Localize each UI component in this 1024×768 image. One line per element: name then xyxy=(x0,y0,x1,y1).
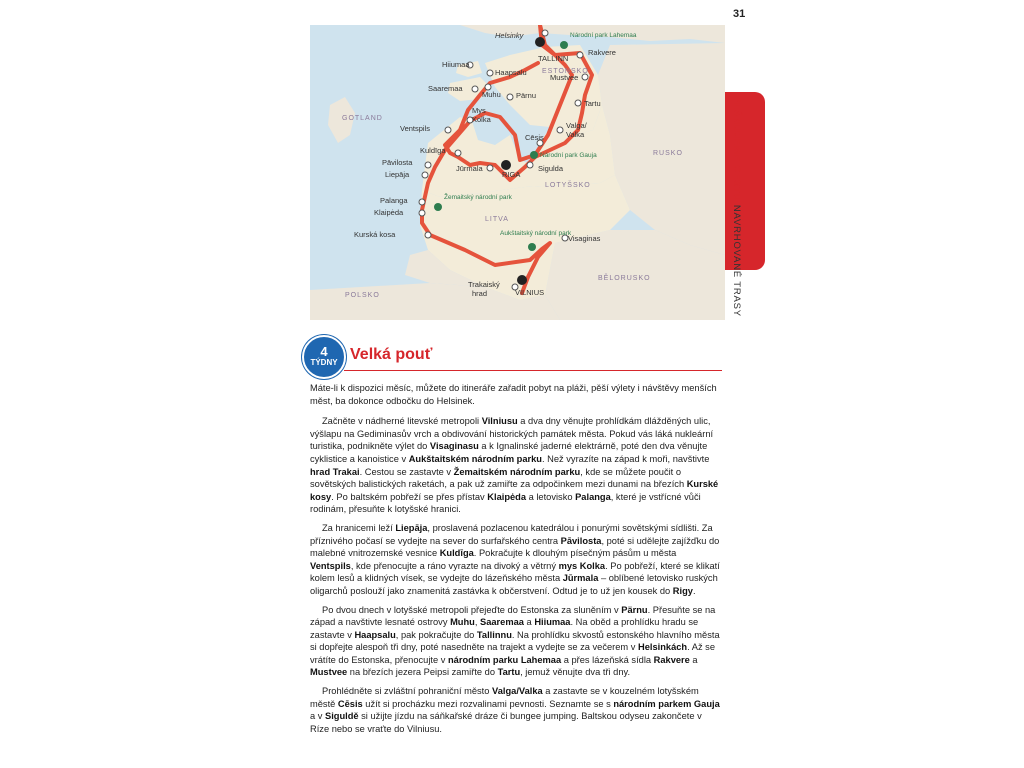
label-riga: RIGA xyxy=(502,170,521,179)
label-saaremaa: Saaremaa xyxy=(428,84,463,93)
label-parnu: Pärnu xyxy=(516,91,537,100)
intro-paragraph: Máte-li k dispozici měsíc, můžete do itineráře zařadit pobyt na pláži, pěší výlety i návštěvy menších měst, ba dokonce odbočku do Helsinek. xyxy=(310,383,717,406)
paragraph-4: Prohlédněte si zvláštní pohraniční město Valga/Valka a zastavte se v kouzelném lotyšském městě Cēsis užít si procházku mezi rozvalinami pevnosti. Seznamte se s národním parkem Gauja a v Siguldě si užijte jízdu na sáňkařské dráze či bungee jumping. Baltskou odyseu zakončete v Ríze nebo se vraťte do Vilniusu. xyxy=(310,686,720,734)
side-label-light: NAVRHOVANÉ TRASY xyxy=(731,204,742,317)
highlighted-place: Tallinnu xyxy=(476,629,512,640)
highlighted-place: hrad Trakai xyxy=(310,466,360,477)
label-ventspils: Ventspils xyxy=(400,124,431,133)
highlighted-place: národním parkem Gauja xyxy=(613,698,720,709)
label-cesis: Cēsis xyxy=(525,133,544,142)
marker-valga xyxy=(557,127,563,133)
label-jurmala: Jūrmala xyxy=(456,164,483,173)
label-trakai-1: Trakaiský xyxy=(468,280,500,289)
label-muhu: Muhu xyxy=(482,90,501,99)
side-label xyxy=(729,96,743,336)
marker-tartu xyxy=(575,100,581,106)
highlighted-place: Haapsalu xyxy=(354,629,396,640)
side-label-strong: PLÁNUJEME CESTU xyxy=(731,96,742,202)
paragraph-2: Za hranicemi leží Liepāja, proslavená pozlacenou katedrálou i ponurými sovětskými sídlišti. Za příznivého počasí se vydejte na sever do surfařského centra Pāvilosta, poté si udělejte zajížďku do malebné vnitrozemské vesnice Kuldīga. Pokračujte k dlouhým písečným pásům u města Ventspils, kde přenocujte a ráno vyrazte na divoký a větrný mys Kolka. Po pobřeží, které se klikatí kolem lesů a klidných vísek, se vydejte do lázeňského města Jūrmala – oblíbené letovisko ruských oligarchů poslouží jako znamenitá zastávka k občerstvení. Odtud je to už jen kousek do Rigy. xyxy=(310,522,720,596)
label-latvia: LOTYŠSKO xyxy=(545,182,591,189)
duration-unit: TÝDNY xyxy=(310,358,338,367)
marker-helsinki xyxy=(542,30,548,36)
highlighted-place: Muhu xyxy=(450,617,475,628)
marker-liepaja xyxy=(422,172,428,178)
marker-rakvere xyxy=(577,52,583,58)
marker-pavilosta xyxy=(425,162,431,168)
paragraph-1: Začněte v nádherné litevské metropoli Vilniusu a dva dny věnujte prohlídkám dlážděných ulic, výšlapu na Gediminasův vrch a obdivování historických památek města. Pokud vás láká nukleární turistika, podnikněte výlet do Visaginasu a k Ignalinské jaderné elektrárně, poté den dva věnujte cyklistice a kanoistice v Aukštaitském národním parku. Než vyrazíte na západ k moři, navštivte hrad Trakai. Cestou se zastavte v Žemaitském národním parku, kde se můžete poučit o sovětských balistických raketách, a pak už zamiřte za odpočinkem mezi dunami na březích Kurské kosy. Po baltském pobřeží se přes přístav Klaipėda a letovisko Palanga, které je vstřícné vůči rodinám, přesuňte k lotyšské hranici. xyxy=(310,416,719,515)
label-klaipeda: Klaipėda xyxy=(374,208,404,217)
park-aukstaitija-icon xyxy=(528,243,536,251)
capital-riga xyxy=(501,160,511,170)
highlighted-place: Tartu xyxy=(497,667,521,678)
itinerary-text xyxy=(310,382,720,741)
marker-palanga xyxy=(419,199,425,205)
label-lithuania: LITVA xyxy=(485,216,509,223)
label-zemaitija: Žemaitský národní park xyxy=(444,194,512,201)
label-liepaja: Liepāja xyxy=(385,170,410,179)
duration-number: 4 xyxy=(320,344,328,359)
label-helsinki: Helsinky xyxy=(495,31,524,40)
label-rakvere: Rakvere xyxy=(588,48,616,57)
marker-ventspils xyxy=(445,127,451,133)
label-belarus: BĚLORUSKO xyxy=(598,275,651,282)
label-kuldiga: Kuldīga xyxy=(420,146,446,155)
label-palanga: Palanga xyxy=(380,196,408,205)
highlighted-place: Kurské kosy xyxy=(310,479,719,502)
marker-sigulda xyxy=(527,162,533,168)
label-gauja: Národní park Gauja xyxy=(540,152,597,159)
duration-badge xyxy=(302,335,346,379)
label-mys-1: Mys xyxy=(472,106,486,115)
highlighted-place: národním parku Lahemaa xyxy=(447,654,562,665)
marker-klaipeda xyxy=(419,210,425,216)
itinerary-title: Velká pouť xyxy=(350,346,433,363)
highlighted-place: Hiiumaa xyxy=(534,617,571,628)
park-lahemaa-icon xyxy=(560,41,568,49)
highlighted-place: Pärnu xyxy=(621,604,648,615)
title-rule xyxy=(344,370,722,371)
highlighted-place: Helsinkách xyxy=(638,642,688,653)
label-valga-2: Valka xyxy=(566,130,585,139)
label-russia: RUSKO xyxy=(653,150,683,157)
label-mustvee: Mustvee xyxy=(550,73,579,82)
label-tartu: Tartu xyxy=(584,99,601,108)
map-svg xyxy=(310,25,725,320)
capital-vilnius xyxy=(517,275,527,285)
marker-jurmala xyxy=(487,165,493,171)
highlighted-place: Žemaitském národním parku xyxy=(453,466,581,477)
label-visaginas: Visaginas xyxy=(568,234,601,243)
marker-haapsalu xyxy=(487,70,493,76)
label-gotland: GOTLAND xyxy=(342,115,383,122)
label-lahemaa: Národní park Lahemaa xyxy=(570,32,637,39)
highlighted-place: Visaginasu xyxy=(429,441,479,452)
label-estonia: ESTONSKO xyxy=(542,68,589,75)
highlighted-place: mys Kolka xyxy=(558,560,606,571)
highlighted-place: Klaipėda xyxy=(487,491,527,502)
label-vilnius: VILNIUS xyxy=(515,288,545,297)
label-aukstaitija: Aukštaitský národní park xyxy=(500,230,572,237)
highlighted-place: Palanga xyxy=(575,491,611,502)
park-gauja-icon xyxy=(530,151,538,159)
highlighted-place: Jūrmala xyxy=(562,573,599,584)
page-number: 31 xyxy=(733,8,746,20)
capital-tallinn xyxy=(535,37,545,47)
highlighted-place: Vilniusu xyxy=(481,416,518,427)
highlighted-place: Rakvere xyxy=(653,654,690,665)
label-pavilosta: Pāvilosta xyxy=(382,158,413,167)
highlighted-place: Saaremaa xyxy=(480,617,524,628)
label-valga-1: Valga/ xyxy=(566,121,587,130)
highlighted-place: Valga/Valka xyxy=(492,686,543,697)
highlighted-place: Rigy xyxy=(672,585,693,596)
marker-kursa xyxy=(425,232,431,238)
highlighted-place: Kuldīga xyxy=(439,548,474,559)
highlighted-place: Liepāja xyxy=(395,522,428,533)
marker-parnu xyxy=(507,94,513,100)
highlighted-place: Pāvilosta xyxy=(560,535,602,546)
highlighted-place: Cēsis xyxy=(337,698,363,709)
paragraph-3: Po dvou dnech v lotyšské metropoli přejeďte do Estonska za sluněním v Pärnu. Přesuňte se na západ a navštivte lesnaté ostrovy Muhu, Saaremaa a Hiiumaa. Na oběd a prohlídku hradu se zastavte v Haapsalu, pak pokračujte do Tallinnu. Na prohlídku skvostů estonského hlavního města si dopřejte alespoň tři dny, poté nasedněte na trajekt a vydejte se za večerem v Helsinkách. Až se vrátíte do Estonska, přenocujte v národním parku Lahemaa a přes lázeňská sídla Rakvere a Mustvee na březích jezera Peipsi zamiřte do Tartu, jemuž věnujte dva tři dny. xyxy=(310,604,720,678)
label-kursa: Kurská kosa xyxy=(354,230,396,239)
label-tallinn: TALLINN xyxy=(538,54,569,63)
marker-kuldiga xyxy=(455,150,461,156)
highlighted-place: Aukštaitském národním parku xyxy=(408,453,542,464)
marker-saaremaa xyxy=(472,86,478,92)
label-sigulda: Sigulda xyxy=(538,164,564,173)
label-hiiumaa: Hiiumaa xyxy=(442,60,470,69)
park-zemaitija-icon xyxy=(434,203,442,211)
highlighted-place: Ventspils xyxy=(310,560,351,571)
label-trakai-2: hrad xyxy=(472,289,488,298)
label-haapsalu: Haapsalu xyxy=(495,68,527,77)
route-map xyxy=(310,25,725,320)
highlighted-place: Siguldě xyxy=(325,711,359,722)
label-mys-2: Kolka xyxy=(472,115,491,124)
label-poland: POLSKO xyxy=(345,292,380,299)
highlighted-place: Mustvee xyxy=(310,667,348,678)
